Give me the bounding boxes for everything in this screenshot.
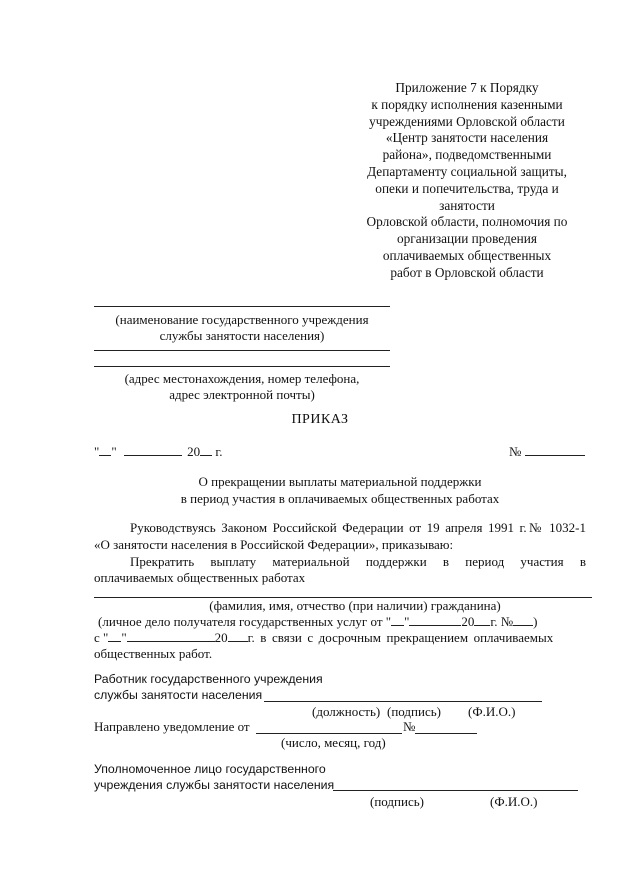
address-line-2[interactable] [94, 366, 390, 367]
appendix-line: оплачиваемых общественных [382, 247, 552, 263]
notice-label: Направлено уведомление от [94, 719, 250, 734]
official-sign-caption: (подпись) [370, 794, 424, 809]
institution-caption-line1: (наименование государственного учреждения [115, 312, 369, 327]
appendix-line: «Центр занятости населения [385, 130, 549, 146]
case-quote: " [404, 614, 410, 629]
worker-position-caption: (должность) [312, 704, 381, 719]
from-date-line [94, 630, 586, 646]
official-signature-line[interactable] [333, 790, 578, 791]
order-title: ПРИКАЗ [291, 412, 349, 427]
address-caption-line1: (адрес местонахождения, номер телефона, [124, 371, 360, 386]
case-year-field[interactable] [474, 614, 490, 626]
address-caption [94, 371, 390, 403]
date-year-prefix: 20 [187, 444, 201, 459]
from-year-prefix: 20 [214, 630, 228, 645]
order-subject [94, 474, 586, 507]
date-quote-open: " [94, 444, 100, 459]
notice-date-caption: (число, месяц, год) [281, 735, 386, 750]
case-month-field[interactable] [409, 614, 461, 626]
order-number [509, 444, 585, 460]
body-para1-line1: Руководствуясь Законом Российской Федерации от 19 апреля 1991 г.№ 1032-1 [130, 520, 586, 535]
notice-number-label: № [403, 719, 416, 734]
appendix-line: к порядку исполнения казенными [371, 96, 563, 112]
from-prefix: с " [94, 630, 109, 645]
from-date-line2: общественных работ. [94, 646, 213, 661]
official-label-line2: учреждения службы занятости населения [94, 778, 335, 792]
body-para2-line2: оплачиваемых общественных работах [94, 570, 306, 585]
date-quote-close: " [111, 444, 117, 459]
worker-sign-caption: (подпись) [387, 704, 441, 719]
from-day-field[interactable] [108, 630, 121, 642]
appendix-line: района», подведомственными [382, 147, 552, 163]
official-fio-caption: (Ф.И.О.) [490, 794, 538, 809]
number-label: № [509, 444, 522, 459]
appendix-line: Орловской области, полномочия по [366, 214, 568, 230]
case-number-label: г. № [490, 614, 514, 629]
appendix-line: работ в Орловской области [390, 264, 544, 280]
case-year-prefix: 20 [461, 614, 475, 629]
institution-caption [94, 312, 390, 344]
appendix-line: учреждениями Орловской области [369, 113, 565, 129]
date-month-field[interactable] [124, 444, 182, 456]
from-year-field[interactable] [228, 630, 248, 642]
address-line-1[interactable] [94, 350, 390, 351]
institution-caption-line2: службы занятости населения) [159, 328, 325, 343]
from-month-field[interactable] [127, 630, 215, 642]
appendix-line: занятости [439, 197, 495, 213]
subject-line1: О прекращении выплаты материальной поддержки [198, 474, 482, 489]
official-label-line1: Уполномоченное лицо государственного [94, 762, 326, 776]
case-line [98, 614, 538, 630]
worker-signature-line[interactable] [264, 701, 542, 702]
order-number-field[interactable] [525, 444, 585, 456]
case-close: ) [533, 614, 538, 629]
worker-fio-caption: (Ф.И.О.) [468, 704, 516, 719]
notice-number-line[interactable] [415, 733, 477, 734]
from-quote: " [121, 630, 127, 645]
case-number-field[interactable] [513, 614, 533, 626]
appendix-header [352, 80, 582, 282]
worker-label-line2: службы занятости населения [94, 688, 263, 702]
worker-label-line1: Работник государственного учреждения [94, 672, 323, 686]
appendix-line: Приложение 7 к Порядку [395, 80, 539, 95]
body-para1-line2: «О занятости населения в Российской Федерации», приказываю: [94, 537, 454, 552]
appendix-line: организации проведения [396, 231, 538, 247]
institution-name-line[interactable] [94, 306, 390, 307]
case-day-field[interactable] [391, 614, 404, 626]
notice-date-line[interactable] [256, 733, 402, 734]
subject-line2: в период участия в оплачиваемых общественных работах [180, 490, 500, 506]
from-rest: г. в связи с досрочным прекращением оплачиваемых [247, 630, 554, 645]
body-para2-line1: Прекратить выплату материальной поддержки в период участия в [130, 554, 586, 569]
date-year-suffix: г. [215, 444, 223, 459]
date-day-field[interactable] [99, 444, 111, 456]
appendix-line: опеки и попечительства, труда и [375, 180, 559, 196]
address-caption-line2: адрес электронной почты) [169, 387, 315, 402]
appendix-line: Департаменту социальной защиты, [367, 163, 567, 179]
date-year-field[interactable] [200, 444, 212, 456]
order-date [94, 444, 223, 460]
citizen-caption: (фамилия, имя, отчество (при наличии) гражданина) [209, 598, 501, 613]
case-prefix: (личное дело получателя государственных услуг от " [98, 614, 392, 629]
